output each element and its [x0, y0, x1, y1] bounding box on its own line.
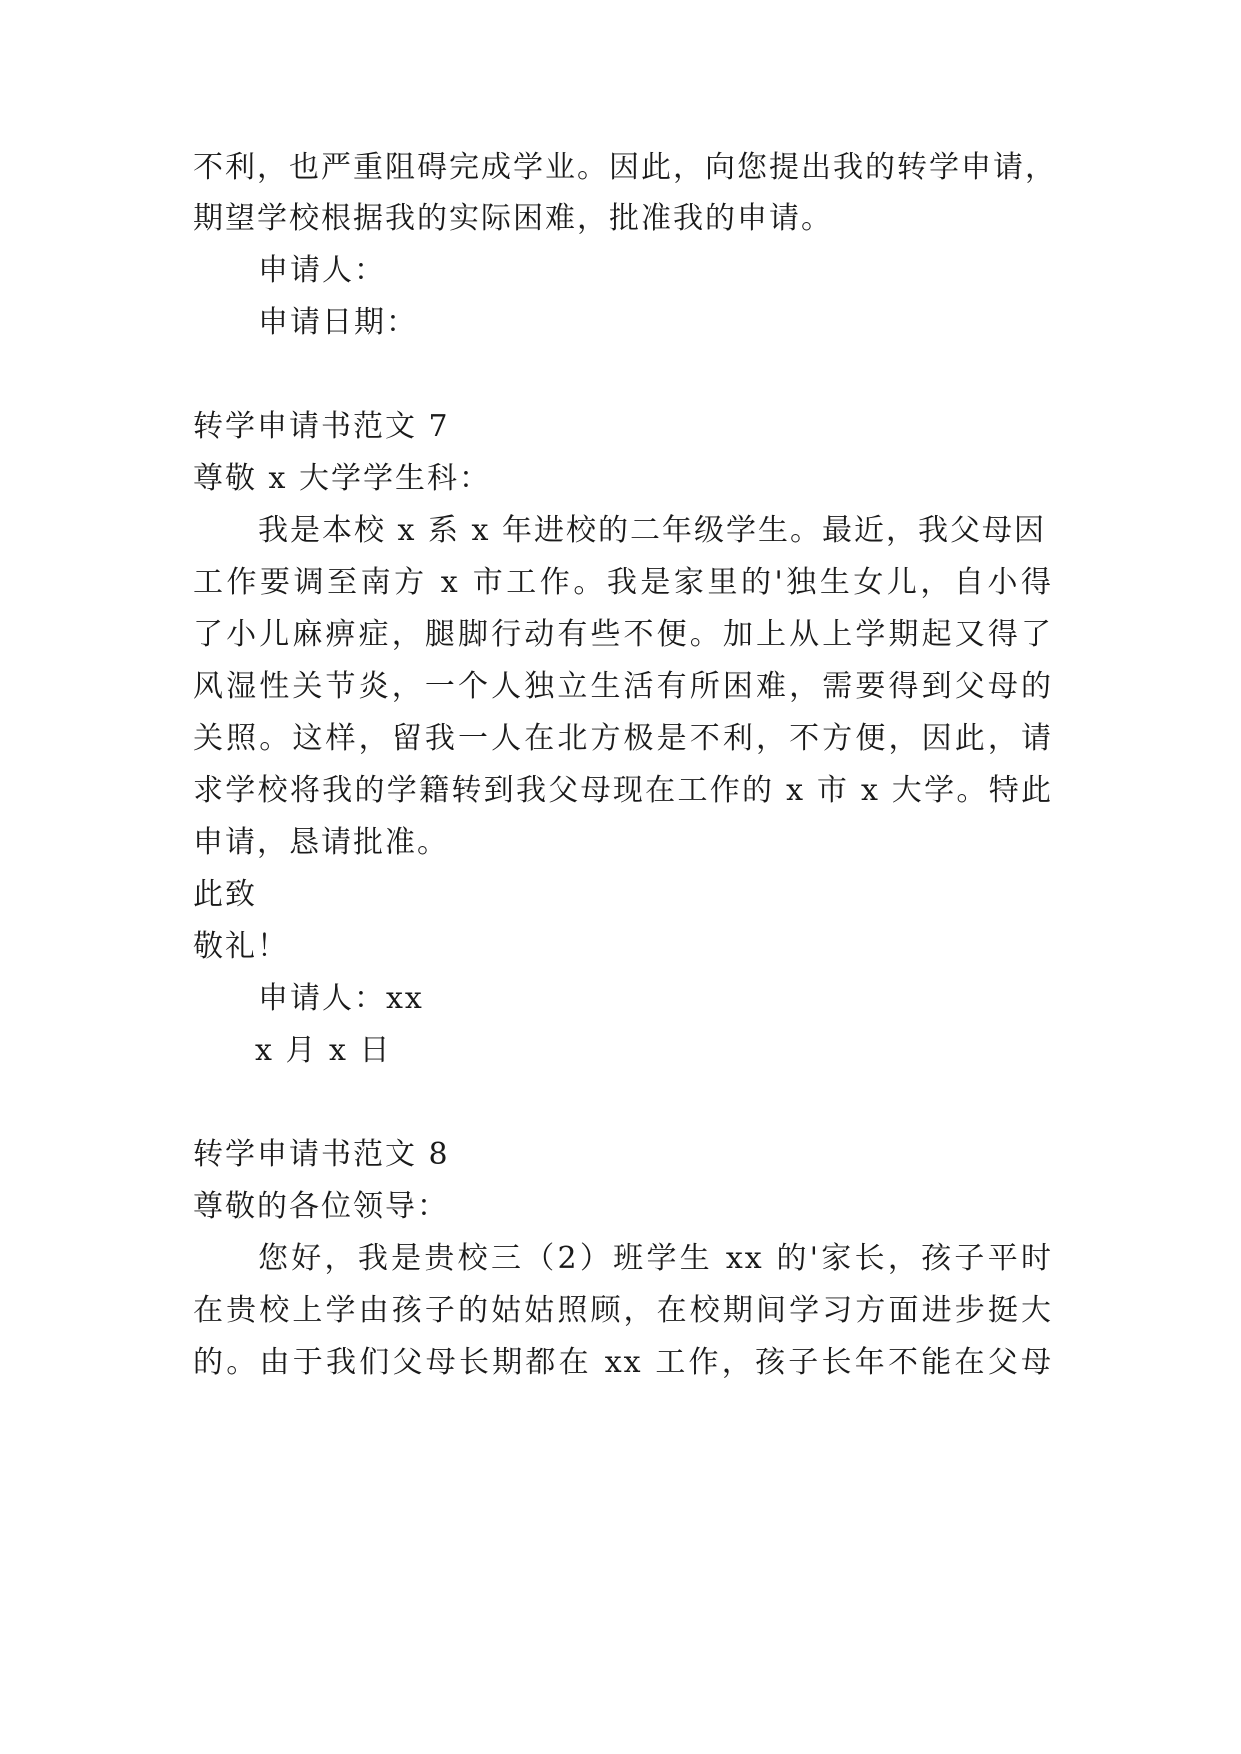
section-title: 转学申请书范文 7: [193, 409, 450, 444]
salutation: 尊敬的各位领导：: [193, 1189, 449, 1224]
paragraph-line: 关照。这样，留我一人在北方极是不利，不方便，因此，请: [193, 721, 1053, 756]
closing-line: 此致: [193, 877, 257, 912]
section-title: 转学申请书范文 8: [193, 1137, 450, 1172]
paragraph-line: 的。由于我们父母长期都在 xx 工作，孩子长年不能在父母: [193, 1345, 1053, 1380]
paragraph-line: 申请，恳请批准。: [193, 825, 449, 860]
application-date: x 月 x 日: [255, 1033, 392, 1068]
paragraph-line: 风湿性关节炎，一个人独立生活有所困难，需要得到父母的: [193, 669, 1053, 704]
paragraph-line: 了小儿麻痹症，腿脚行动有些不便。加上从上学期起又得了: [193, 617, 1053, 652]
closing-line: 敬礼！: [193, 929, 289, 964]
paragraph-line: 我是本校 x 系 x 年进校的二年级学生。最近，我父母因: [258, 513, 1046, 548]
paragraph-line: 求学校将我的学籍转到我父母现在工作的 x 市 x 大学。特此: [193, 773, 1053, 808]
paragraph-line: 您好，我是贵校三（2）班学生 xx 的'家长，孩子平时: [258, 1241, 1053, 1276]
application-date-label: 申请日期：: [258, 305, 418, 340]
paragraph-line: 工作要调至南方 x 市工作。我是家里的'独生女儿，自小得: [193, 565, 1053, 600]
paragraph-line: 不利，也严重阻碍完成学业。因此，向您提出我的转学申请，: [193, 150, 1057, 185]
salutation: 尊敬 x 大学学生科：: [193, 461, 491, 496]
paragraph-line: 期望学校根据我的实际困难，批准我的申请。: [193, 201, 833, 236]
paragraph-line: 在贵校上学由孩子的姑姑照顾，在校期间学习方面进步挺大: [193, 1293, 1053, 1328]
applicant-label: 申请人：xx: [258, 981, 424, 1016]
applicant-label: 申请人：: [258, 253, 386, 288]
